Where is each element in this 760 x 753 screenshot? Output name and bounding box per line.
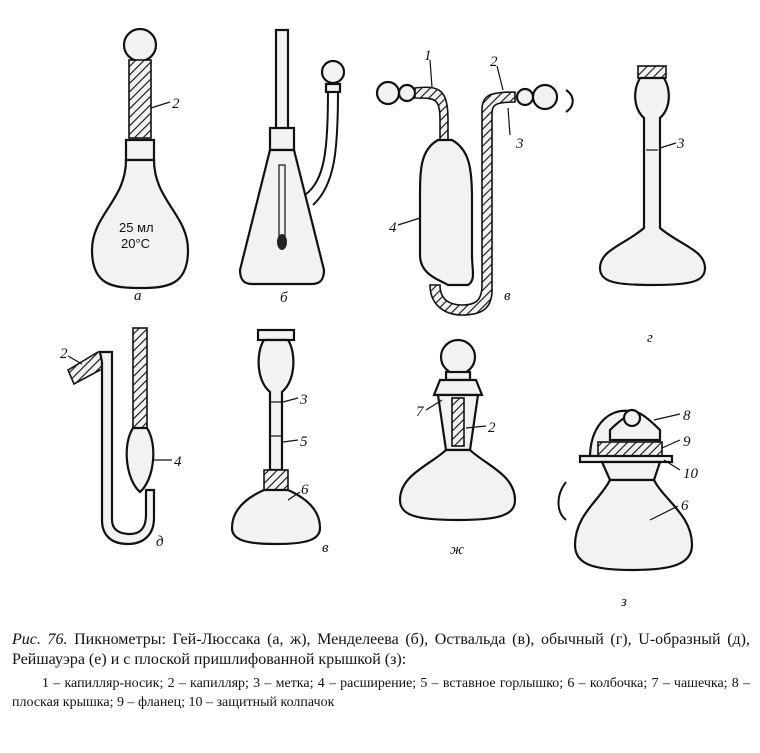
- pycnometer-g: [600, 66, 705, 346]
- variant-letter: б: [280, 290, 288, 306]
- variant-letter: д: [156, 534, 164, 550]
- caption-title: [12, 630, 750, 670]
- variant-letter: г: [647, 330, 653, 346]
- pycnometer-zh: [400, 340, 515, 558]
- pycnometer-z: [559, 408, 699, 610]
- variant-letter: з: [621, 594, 627, 610]
- pycnometer-d: [60, 328, 182, 550]
- part-number: 2: [60, 346, 68, 362]
- part-number: 6: [681, 498, 689, 514]
- caption-text: Пикнометры: Гей-Люссака (а, ж), Менделеева (б), Оствальда (в), обычный (г), U-образный (д), Рейшауэра (е) и с плоской пришлифованной крышкой (з):: [12, 631, 750, 668]
- part-number: 1: [424, 48, 432, 64]
- part-number: 3: [677, 136, 685, 152]
- part-number: 6: [301, 482, 309, 498]
- pycnometer-b: [240, 30, 344, 306]
- caption-legend: 1 – капилляр-носик; 2 – капилляр; 3 – метка; 4 – расширение; 5 – вставное горлышко; 6 – колбочка; 7 – чашечка; 8 – плоская крышка; 9 – фланец; 10 – защитный колпачок: [12, 676, 750, 710]
- variant-letter: в: [504, 288, 511, 304]
- variant-letter: а: [134, 288, 142, 304]
- volume-label: 25 мл: [119, 220, 154, 235]
- part-number: 2: [172, 96, 180, 112]
- part-number: 9: [683, 434, 691, 450]
- part-number: 2: [490, 54, 498, 70]
- figure-caption: [12, 630, 750, 712]
- temperature-label: 20°C: [121, 236, 151, 251]
- pycnometer-a: [92, 29, 188, 304]
- pycnometer-v-ostwald: [377, 48, 573, 315]
- pycnometer-e: [232, 330, 329, 556]
- part-number: 7: [416, 404, 424, 420]
- part-number: 2: [488, 420, 496, 436]
- part-number: 10: [683, 466, 698, 482]
- part-number: 4: [174, 454, 182, 470]
- variant-letter: в: [322, 540, 329, 556]
- part-number: 5: [300, 434, 308, 450]
- part-number: 3: [516, 136, 524, 152]
- figure-number: Рис. 76.: [12, 631, 68, 648]
- part-number: 4: [389, 220, 397, 236]
- part-number: 3: [300, 392, 308, 408]
- part-number: 8: [683, 408, 691, 424]
- variant-letter: ж: [450, 542, 464, 558]
